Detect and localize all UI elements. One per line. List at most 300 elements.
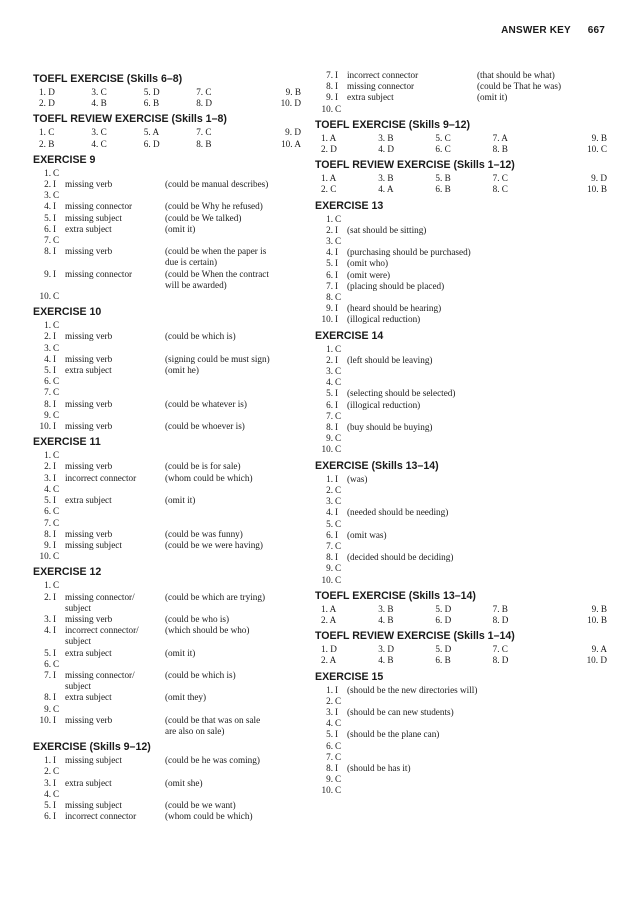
answer-item: 7. C: [196, 127, 212, 138]
item-number: 10.: [321, 444, 333, 455]
item-description: [347, 214, 607, 225]
item-number: 5.: [326, 388, 333, 399]
answer-row: [37, 681, 301, 692]
section-title: EXERCISE (Skills 13–14): [315, 459, 439, 472]
item-number: 4.: [326, 377, 333, 388]
item-answer: C: [53, 483, 60, 494]
item-number: 10.: [321, 314, 333, 325]
item-note: (could be which are trying): [165, 591, 266, 602]
answer-row: [37, 190, 301, 201]
item-note: [165, 506, 301, 517]
item-answer: C: [335, 366, 342, 377]
item-number: 5.: [326, 258, 333, 269]
answer-row: [319, 258, 607, 269]
item-number: 8.: [44, 246, 51, 257]
answer-row: [37, 800, 301, 811]
item-answer: C: [335, 718, 342, 729]
item-note: [165, 410, 301, 421]
item-description: (buy should be buying): [347, 422, 433, 433]
section-toefl-review-exercise-skills-1-12: [315, 159, 607, 195]
answer-row: [37, 551, 301, 562]
answer-item: 7. C: [492, 173, 508, 184]
item-description: [347, 541, 607, 552]
item-number: 3.: [44, 190, 51, 201]
item-number: 1.: [44, 450, 51, 461]
item-number: 2.: [44, 179, 51, 190]
item-description: [347, 236, 607, 247]
item-description: extra subject: [347, 92, 394, 103]
item-answer: I: [53, 246, 57, 257]
answer-item: 3. B: [378, 132, 394, 143]
answer-row: [37, 399, 301, 410]
item-answer: C: [335, 540, 342, 551]
item-answer: I: [53, 714, 57, 725]
answer-item: 5. C: [435, 132, 451, 143]
item-description: missing verb: [65, 331, 113, 342]
item-answer: I: [53, 495, 57, 506]
item-note: [165, 518, 301, 529]
item-note: (omit it): [165, 223, 196, 234]
answer-row: [37, 811, 301, 822]
section-exercise-skills-9-12: [33, 741, 301, 822]
section-title: TOEFL EXERCISE (Skills 6–8): [33, 73, 183, 85]
item-description: [347, 575, 607, 586]
item-description: (should be the plane can): [347, 729, 440, 740]
item-answer: C: [53, 450, 60, 461]
item-answer: C: [335, 785, 342, 796]
item-number: 6.: [44, 811, 51, 822]
item-answer: C: [53, 235, 60, 246]
item-answer: I: [335, 81, 339, 92]
item-description: [65, 291, 165, 302]
answer-row: [319, 774, 607, 785]
answer-grid: [321, 173, 607, 195]
item-note: (could be when the paper is: [165, 246, 267, 257]
item-number: 6.: [326, 399, 333, 410]
section-title: EXERCISE 13: [315, 199, 384, 212]
item-answer: I: [335, 422, 339, 433]
item-answer: I: [53, 811, 57, 822]
section-exercise-11: [33, 436, 301, 562]
item-answer: I: [335, 684, 339, 695]
item-number: 7.: [326, 751, 333, 762]
answer-item: 6. B: [435, 184, 451, 195]
item-number: 7.: [326, 410, 333, 421]
answer-row: [319, 696, 607, 707]
section-toefl-exercise-skills-13-14: [315, 590, 607, 626]
item-answer: C: [335, 410, 342, 421]
answer-row: [37, 778, 301, 789]
item-number: 8.: [326, 81, 333, 92]
item-note: (could be was funny): [165, 528, 243, 539]
item-description: (illogical reduction): [347, 399, 421, 410]
answer-row: [319, 270, 607, 281]
item-number: 5.: [44, 212, 51, 223]
item-answer: C: [53, 551, 60, 562]
answer-row: [37, 755, 301, 766]
item-answer: I: [53, 472, 57, 483]
answer-row: [37, 484, 301, 495]
item-note: [165, 484, 301, 495]
item-number: 10.: [321, 574, 333, 585]
item-note: (signing could be must sign): [165, 353, 270, 364]
answer-item: 9. B: [285, 87, 301, 97]
answer-item: 3. B: [378, 603, 394, 614]
item-note: (could be that was on sale: [165, 714, 261, 725]
answer-item: 10. D: [280, 98, 301, 109]
item-answer: C: [53, 320, 60, 331]
section-toefl-exercise-skills-6-8: [33, 73, 301, 109]
answer-row: [319, 303, 607, 314]
item-description: [65, 726, 165, 737]
answer-row: [37, 580, 301, 591]
item-number: 5.: [44, 799, 51, 810]
answer-row: [37, 473, 301, 484]
answer-item: 4. B: [378, 655, 394, 666]
item-description: [347, 433, 607, 444]
answer-row: [319, 707, 607, 718]
item-number: 6.: [326, 529, 333, 540]
item-note: (could be We talked): [165, 212, 242, 223]
answer-row: [37, 421, 301, 432]
item-answer: C: [335, 433, 342, 444]
answer-row: [37, 766, 301, 777]
item-description: (heard should be hearing): [347, 303, 442, 314]
item-answer: C: [335, 518, 342, 529]
item-note: will be awarded): [165, 279, 227, 290]
section-exercise-13: [315, 200, 607, 326]
item-description: [347, 411, 607, 422]
item-answer: I: [335, 269, 339, 280]
item-description: [65, 257, 165, 268]
item-note: [165, 580, 301, 591]
answer-row: [37, 343, 301, 354]
answer-item: 10. B: [587, 184, 607, 195]
section-exercise-skills-13-14: [315, 460, 607, 586]
item-note: [477, 104, 607, 115]
item-number: 9.: [326, 774, 333, 785]
item-answer: I: [335, 70, 339, 80]
item-description: [347, 344, 607, 355]
item-number: 4.: [44, 483, 51, 494]
item-answer: I: [53, 331, 57, 342]
item-answer: [53, 603, 65, 614]
item-note: due is certain): [165, 257, 218, 268]
answer-row: [319, 563, 607, 574]
item-description: (omit who): [347, 258, 389, 269]
answer-row: [319, 741, 607, 752]
section-title: EXERCISE 10: [33, 306, 102, 319]
answer-row: [37, 280, 301, 291]
item-description: missing verb: [65, 528, 113, 539]
item-answer: I: [335, 247, 339, 258]
answer-row: [319, 541, 607, 552]
item-answer: I: [53, 613, 57, 624]
answer-row: [319, 247, 607, 258]
item-number: 4.: [326, 507, 333, 518]
answer-row: [37, 529, 301, 540]
item-answer: C: [53, 409, 60, 420]
section-title: TOEFL REVIEW EXERCISE (Skills 1–12): [315, 159, 515, 172]
answer-item: 9. B: [591, 132, 607, 143]
answer-item: 4. B: [378, 614, 394, 625]
item-answer: C: [53, 167, 60, 178]
item-answer: C: [335, 740, 342, 751]
item-description: missing subject: [65, 799, 122, 810]
item-number: 2.: [326, 695, 333, 706]
answer-item: 6. C: [435, 144, 451, 155]
answer-item: 5. B: [435, 173, 451, 184]
item-description: (omit were): [347, 269, 391, 280]
item-note: [165, 789, 301, 800]
item-description: (should be has it): [347, 762, 411, 773]
item-number: 4.: [326, 718, 333, 729]
item-number: 1.: [44, 755, 51, 766]
item-answer: I: [53, 201, 57, 212]
answer-row: [37, 592, 301, 603]
item-description: [65, 410, 165, 421]
item-number: 9.: [44, 539, 51, 550]
item-note: (omit they): [165, 692, 207, 703]
item-number: 3.: [44, 777, 51, 788]
item-note: [165, 603, 301, 614]
item-number: 8.: [326, 422, 333, 433]
item-number: 1.: [44, 320, 51, 331]
item-number: [37, 726, 53, 737]
item-description: [65, 320, 165, 331]
answer-row: [319, 552, 607, 563]
item-answer: C: [335, 343, 342, 354]
item-number: 6.: [44, 658, 51, 669]
answer-row: [319, 292, 607, 303]
answer-row: [37, 201, 301, 212]
running-head: [501, 25, 605, 36]
item-number: 5.: [44, 365, 51, 376]
item-note: (whom could be which): [165, 811, 253, 822]
answer-row: [319, 70, 607, 81]
item-answer: I: [53, 268, 57, 279]
answer-row: [319, 496, 607, 507]
item-number: 10.: [39, 421, 51, 432]
item-note: (which should be who): [165, 625, 250, 636]
item-answer: C: [53, 517, 60, 528]
item-description: [65, 789, 165, 800]
answer-row: [319, 281, 607, 292]
answer-item: 1. D: [39, 87, 55, 97]
answer-row: [319, 444, 607, 455]
item-note: (could be we want): [165, 799, 236, 810]
answer-row: [37, 614, 301, 625]
answer-item: 5. A: [143, 127, 160, 138]
item-description: (selecting should be selected): [347, 388, 456, 399]
answer-row: [37, 461, 301, 472]
answer-item: 2. D: [321, 144, 337, 155]
answer-item: 1. A: [321, 603, 337, 614]
answer-item: 10. B: [587, 614, 607, 625]
item-description: [347, 485, 607, 496]
answer-row: [37, 269, 301, 280]
item-number: 3.: [326, 496, 333, 507]
item-answer: [53, 636, 65, 647]
item-description: missing verb: [65, 613, 113, 624]
item-answer: C: [53, 291, 60, 302]
item-description: [347, 563, 607, 574]
item-answer: C: [53, 506, 60, 517]
item-number: 1.: [326, 684, 333, 695]
item-note: (could be manual describes): [165, 179, 269, 190]
item-number: [37, 681, 53, 692]
item-answer: C: [335, 103, 342, 114]
item-answer: I: [53, 692, 57, 703]
item-number: [37, 280, 53, 291]
item-number: 8.: [44, 692, 51, 703]
item-note: [165, 376, 301, 387]
item-description: extra subject: [65, 365, 112, 376]
item-number: 3.: [44, 342, 51, 353]
answer-item: 2. B: [39, 138, 55, 149]
item-description: [65, 168, 165, 179]
answer-row: [37, 257, 301, 268]
item-number: 2.: [326, 224, 333, 235]
item-answer: [53, 280, 65, 291]
answer-item: 4. D: [378, 144, 395, 155]
item-answer: I: [53, 777, 57, 788]
item-description: [65, 551, 165, 562]
answer-row: [37, 636, 301, 647]
item-answer: I: [335, 473, 339, 484]
answer-item: 5. D: [143, 87, 160, 97]
item-note: [165, 190, 301, 201]
section-title: TOEFL REVIEW EXERCISE (Skills 1–8): [33, 113, 227, 126]
item-description: [347, 752, 607, 763]
answer-row: [319, 685, 607, 696]
section-title: EXERCISE 9: [33, 153, 96, 166]
item-number: 3.: [44, 472, 51, 483]
item-description: [65, 518, 165, 529]
item-description: missing connector: [65, 268, 133, 279]
item-description: [65, 659, 165, 670]
item-description: extra subject: [65, 495, 112, 506]
item-number: 7.: [44, 387, 51, 398]
item-number: 8.: [326, 292, 333, 303]
answer-item: 6. D: [143, 138, 160, 149]
item-note: [165, 235, 301, 246]
item-number: 1.: [44, 580, 51, 591]
item-answer: I: [53, 669, 57, 680]
answer-row: [37, 648, 301, 659]
answer-row: [319, 377, 607, 388]
item-description: missing connector: [65, 201, 133, 212]
answer-item: 7. C: [492, 644, 508, 655]
item-number: 6.: [326, 269, 333, 280]
item-description: [347, 496, 607, 507]
item-answer: I: [53, 539, 57, 550]
item-number: 6.: [44, 223, 51, 234]
item-answer: I: [335, 280, 339, 291]
item-description: [347, 377, 607, 388]
item-note: [165, 343, 301, 354]
item-note: [165, 168, 301, 179]
item-description: missing verb: [65, 179, 113, 190]
item-description: incorrect connector: [65, 811, 137, 822]
answer-item: 8. D: [492, 614, 509, 625]
section-toefl-review-exercise-skills-1-14: [315, 630, 607, 666]
item-note: (could be is for sale): [165, 461, 241, 472]
item-answer: I: [53, 528, 57, 539]
answer-row: [319, 474, 607, 485]
item-description: missing subject: [65, 755, 122, 766]
answer-item: 7. A: [492, 132, 508, 143]
item-answer: C: [53, 766, 60, 777]
item-number: 9.: [326, 92, 333, 103]
item-answer: I: [335, 388, 339, 399]
answer-item: 9. A: [591, 644, 607, 655]
item-description: extra subject: [65, 223, 112, 234]
item-number: 2.: [326, 354, 333, 365]
section-exercise-14: [315, 330, 607, 456]
answer-item: 7. C: [196, 87, 212, 97]
section-exercise-12: [33, 566, 301, 737]
item-description: (needed should be needing): [347, 507, 449, 518]
answer-item: 3. C: [91, 127, 107, 138]
item-answer: I: [335, 224, 339, 235]
answer-row: [319, 104, 607, 115]
item-number: 4.: [326, 247, 333, 258]
item-number: 9.: [44, 268, 51, 279]
item-note: [165, 450, 301, 461]
item-description: (omit was): [347, 529, 387, 540]
item-number: 4.: [44, 625, 51, 636]
answer-item: 4. A: [378, 184, 394, 195]
item-note: (omit he): [165, 365, 199, 376]
answer-item: 8. B: [492, 144, 508, 155]
answer-item: 6. B: [435, 655, 451, 666]
item-answer: C: [53, 342, 60, 353]
answer-row: [37, 518, 301, 529]
answer-item: 1. A: [321, 173, 337, 184]
section-exercise-10: [33, 306, 301, 432]
item-description: [65, 704, 165, 715]
answer-row: [37, 410, 301, 421]
answer-row: [319, 411, 607, 422]
answer-item: 4. C: [91, 138, 107, 149]
answer-item: 7. B: [492, 603, 508, 614]
item-description: (decided should be deciding): [347, 552, 454, 563]
answer-item: 2. A: [321, 614, 337, 625]
item-number: [37, 603, 53, 614]
answer-row: [37, 213, 301, 224]
item-number: [37, 257, 53, 268]
item-number: 4.: [44, 788, 51, 799]
item-note: (could be which is): [165, 669, 236, 680]
item-description: missing verb: [65, 421, 113, 432]
item-description: missing verb: [65, 714, 113, 725]
answer-row: [37, 291, 301, 302]
item-answer: I: [335, 507, 339, 518]
item-description: incorrect connector/: [65, 625, 139, 636]
item-answer: I: [53, 365, 57, 376]
answer-row: [37, 224, 301, 235]
answer-row: [319, 575, 607, 586]
item-number: 9.: [44, 703, 51, 714]
section-title: EXERCISE (Skills 9–12): [33, 741, 151, 754]
item-description: [347, 444, 607, 455]
item-answer: C: [335, 695, 342, 706]
answer-row: [37, 365, 301, 376]
item-note: (could be which is): [165, 331, 236, 342]
answer-row: [37, 789, 301, 800]
answer-row: [37, 659, 301, 670]
